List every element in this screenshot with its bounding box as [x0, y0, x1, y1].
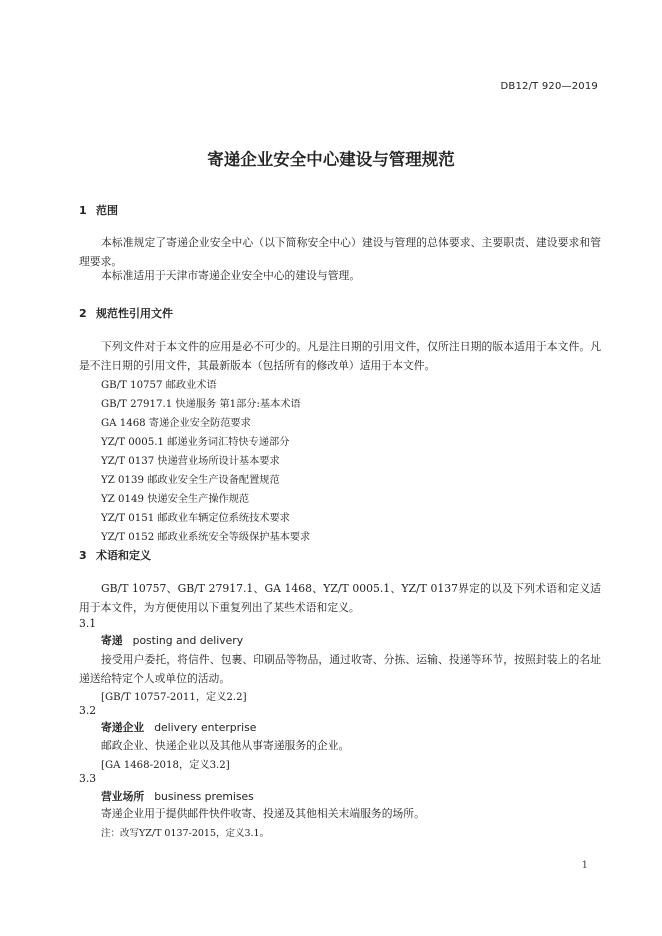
standard-code: DB12/T 920—2019	[500, 81, 598, 92]
term-english: business premises	[154, 790, 254, 803]
term-definition: 接受用户委托，将信件、包裹、印刷品等物品，通过收寄、分拣、运输、投递等环节，按照封装上的名址递送给特定个人或单位的活动。	[79, 653, 601, 685]
section-3-heading	[79, 547, 151, 563]
section-2-heading	[79, 305, 173, 321]
term-chinese: 营业场所	[101, 790, 145, 803]
paragraph: 本标准适用于天津市寄递企业安全中心的建设与管理。	[101, 269, 361, 282]
page-number: 1	[581, 860, 588, 871]
reference-item: YZ/T 0137 快递营业场所设计基本要求	[101, 456, 280, 467]
term-number: 3.3	[79, 772, 97, 785]
term-english: posting and delivery	[132, 634, 244, 647]
section-number: 2	[79, 307, 87, 320]
reference-item: GB/T 10757 邮政业术语	[101, 380, 217, 391]
term-entry	[101, 720, 256, 735]
term-english: delivery enterprise	[154, 721, 257, 734]
term-chinese: 寄递	[101, 634, 123, 647]
document-title: 寄递企业安全中心建设与管理规范	[207, 150, 455, 169]
section-title: 术语和定义	[96, 549, 151, 562]
term-definition: 邮政企业、快递企业以及其他从事寄递服务的企业。	[101, 739, 350, 752]
term-note: 注：改写YZ/T 0137-2015，定义3.1。	[101, 828, 270, 839]
term-source: [GA 1468-2018，定义3.2]	[101, 760, 230, 771]
term-number: 3.2	[79, 704, 97, 717]
reference-item: YZ 0149 快递安全生产操作规范	[101, 494, 250, 505]
reference-item: GB/T 27917.1 快递服务 第1部分:基本术语	[101, 399, 301, 410]
section-number: 1	[79, 204, 87, 217]
paragraph: 下列文件对于本文件的应用是必不可少的。凡是注日期的引用文件，仅所注日期的版本适用于本文件。凡是不注日期的引用文件，其最新版本（包括所有的修改单）适用于本文件。	[79, 340, 601, 372]
section-1-heading	[79, 202, 118, 218]
term-definition: 寄递企业用于提供邮件快件收寄、投递及其他相关末端服务的场所。	[101, 807, 425, 820]
reference-item: GA 1468 寄递企业安全防范要求	[101, 418, 251, 429]
reference-item: YZ 0139 邮政业安全生产设备配置规范	[101, 475, 280, 486]
term-entry	[101, 789, 254, 804]
section-title: 范围	[96, 204, 118, 217]
reference-item: YZ/T 0151 邮政业车辆定位系统技术要求	[101, 513, 290, 524]
term-number: 3.1	[79, 617, 97, 630]
term-chinese: 寄递企业	[101, 721, 145, 734]
term-source: [GB/T 10757-2011，定义2.2]	[101, 692, 247, 703]
section-title: 规范性引用文件	[96, 307, 173, 320]
reference-item: YZ/T 0005.1 邮递业务词汇特快专递部分	[101, 437, 290, 448]
term-entry	[101, 633, 243, 648]
paragraph: GB/T 10757、GB/T 27917.1、GA 1468、YZ/T 0005.1、YZ/T 0137界定的以及下列术语和定义适用于本文件，为方便使用以下重复列出了某些术语和定义。	[79, 582, 601, 614]
section-number: 3	[79, 549, 87, 562]
paragraph: 本标准规定了寄递企业安全中心（以下简称安全中心）建设与管理的总体要求、主要职责、建设要求和管理要求。	[79, 236, 601, 268]
reference-item: YZ/T 0152 邮政业系统安全等级保护基本要求	[101, 532, 311, 543]
